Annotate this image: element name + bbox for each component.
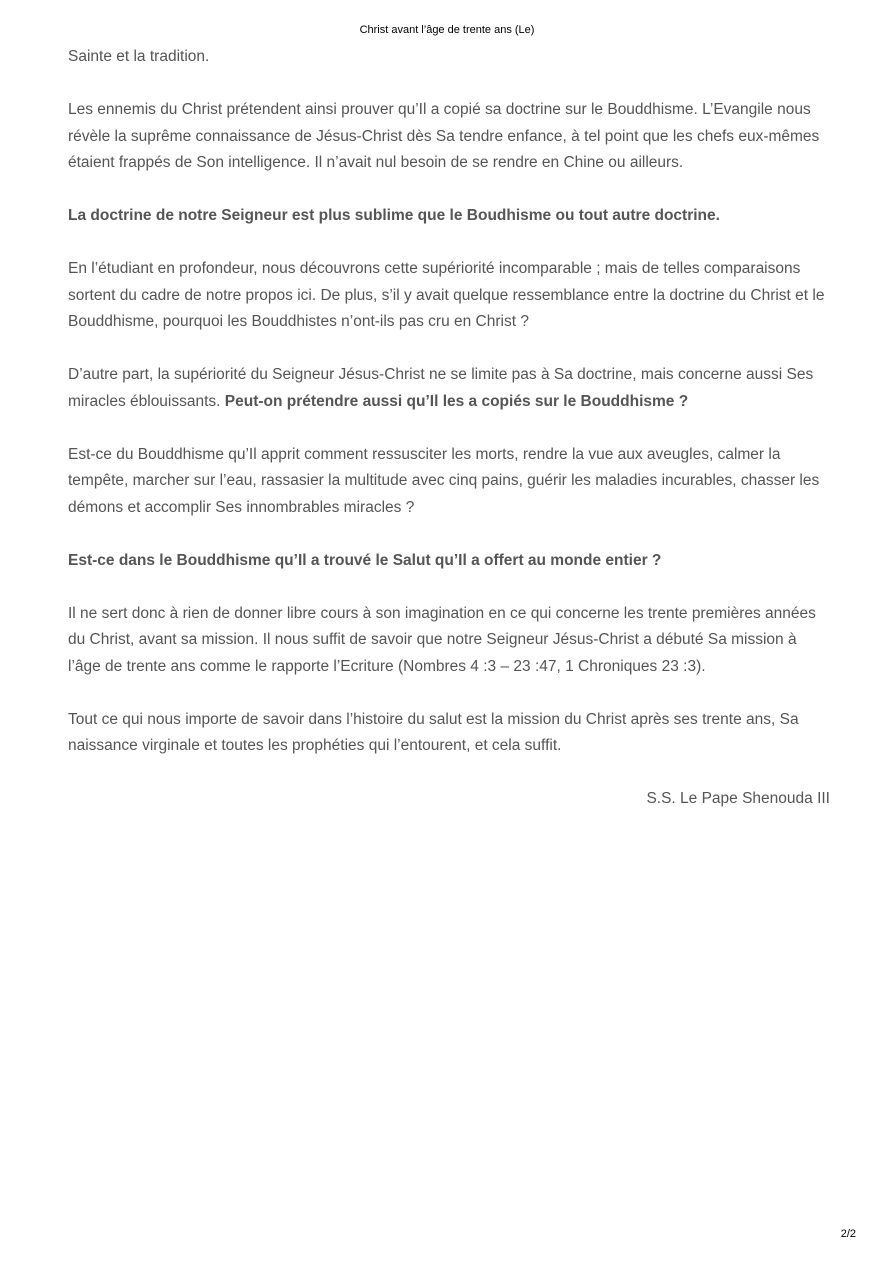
paragraph-superiority: En l’étudiant en profondeur, nous découvrons cette supériorité incomparable ; mais de telles comparaisons sortent du cadre de notre propos ici. De plus, s’il y avait quelque ressemblance entre la doctrine du Christ et le Bouddhisme, pourquoi les Bouddhistes n’ont-ils pas cru en Christ ? <box>68 260 825 330</box>
paragraph-miracles <box>68 362 830 415</box>
paragraph-enemies-claim: Les ennemis du Christ prétendent ainsi prouver qu’Il a copié sa doctrine sur le Bouddhisme. L’Evangile nous révèle la suprême connaissance de Jésus-Christ dès Sa tendre enfance, à tel point que les chefs eux-mêmes étaient frappés de Son intelligence. Il n’avait nul besoin de se rendre en Chine ou ailleurs. <box>68 101 820 171</box>
page-number: 2/2 <box>840 1228 856 1240</box>
signature: S.S. Le Pape Shenouda III <box>646 790 830 807</box>
paragraph-salvation-question: Est-ce dans le Bouddhisme qu’Il a trouvé le Salut qu’Il a offert au monde entier ? <box>68 551 662 569</box>
paragraph-miracles-text: D’autre part, la supériorité du Seigneur Jésus-Christ ne se limite pas à Sa doctrine, mais concerne aussi Ses miracles éblouissants. <box>68 366 814 410</box>
paragraph-thirty-years: Il ne sert donc à rien de donner libre cours à son imagination en ce qui concerne les trente premières années du Christ, avant sa mission. Il nous suffit de savoir que notre Seigneur Jésus-Christ a débuté Sa mission à l’âge de trente ans comme le rapporte l’Ecriture (Nombres 4 :3 – 23 :47, 1 Chroniques 23 :3). <box>68 604 816 675</box>
paragraph-intro: Sainte et la tradition. <box>68 48 210 65</box>
document-body <box>68 44 830 839</box>
page-header-title: Christ avant l’âge de trente ans (Le) <box>359 24 535 36</box>
paragraph-miracles-question: Peut-on prétendre aussi qu’Il les a copiés sur le Bouddhisme ? <box>224 392 689 410</box>
paragraph-doctrine-heading: La doctrine de notre Seigneur est plus sublime que le Boudhisme ou tout autre doctrine. <box>68 207 720 224</box>
paragraph-conclusion: Tout ce qui nous importe de savoir dans l’histoire du salut est la mission du Christ après ses trente ans, Sa naissance virginale et toutes les prophéties qui l’entourent, et cela suffit. <box>68 710 799 754</box>
paragraph-miracles-list: Est-ce du Bouddhisme qu’Il apprit comment ressusciter les morts, rendre la vue aux aveugles, calmer la tempête, marcher sur l’eau, rassasier la multitude avec cinq pains, guérir les maladies incurables, chasser les démons et accomplir Ses innombrables miracles ? <box>68 445 820 516</box>
